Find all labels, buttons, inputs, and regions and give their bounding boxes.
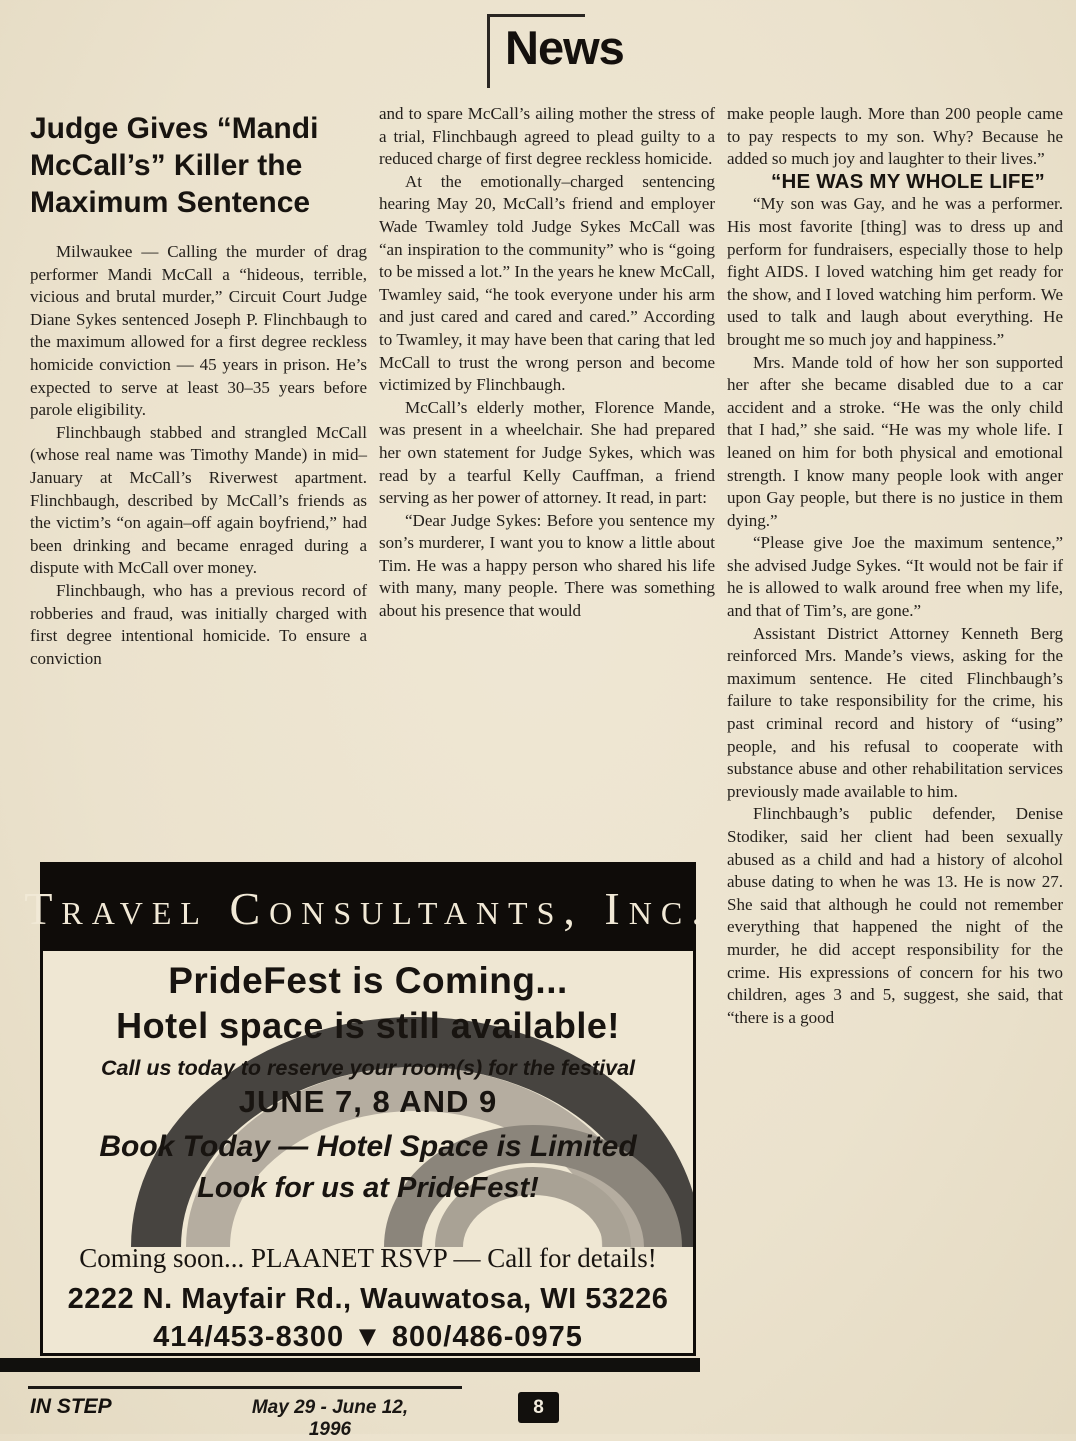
publication-name: IN STEP (30, 1395, 112, 1418)
ad-headline-hotel-space: Hotel space is still available! (116, 1005, 620, 1046)
article-paragraph: Flinchbaugh stabbed and strangled McCall (whose real name was Timothy Mande) in mid–January at McCall’s Riverwest apartment. Flinchbaugh, described by McCall’s friends as the victim’s “on again–off again boyfriend,” had been drinking and became enraged during a dispute with McCall over money. (30, 422, 367, 578)
headline-line-2: McCall’s” Killer the (30, 149, 303, 182)
ad-coming-soon-line: Coming soon... PLAANET RSVP — Call for details! (79, 1243, 657, 1273)
section-label: News (505, 21, 624, 74)
article-paragraph: “Please give Joe the maximum sentence,” she advised Judge Sykes. “It would not be fair if he is allowed to walk around free when my life, and that of Tim’s, are gone.” (727, 533, 1063, 621)
article-paragraph: and to spare McCall’s ailing mother the stress of a trial, Flinchbaugh agreed to plead guilty to a reduced charge of first degree reckless homicide. (379, 104, 715, 169)
news-bracket-vertical-rule (487, 14, 490, 88)
article-paragraph: “My son was Gay, and he was a performer. His most favorite [thing] was to dress up and perform for fundraisers, especially those to help fight AIDS. I loved watching him get ready for the show, and I loved watching him perform. We used to talk and laugh about everything. He brought me so much joy and happiness.” (727, 194, 1063, 349)
article-column-3 (727, 103, 1063, 1029)
ad-headline-pridefest: PrideFest is Coming... (168, 960, 568, 1001)
ad-company-name: Travel Consultants, Inc. (24, 882, 712, 934)
ad-phone-numbers: 414/453-8300 ▼ 800/486-0975 (153, 1321, 583, 1353)
article-paragraph: McCall’s elderly mother, Florence Mande, was present in a wheelchair. She had prepared her own statement for Judge Sykes, which was read by a tearful Kelly Cauffman, a friend serving as her power of attorney. It read, in part: (379, 397, 715, 508)
article-column-1 (30, 110, 367, 670)
article-paragraph: Flinchbaugh’s public defender, Denise Stodiker, said her client had been sexually abused as a child and had a history of alcohol abuse dating to when he was 13. He is now 27. She said that although he could not remember everything that happened the night of the murder, he did accept responsibility for the crime. His expressions of concern for his two children, ages 3 and 5, suggest, she said, that “there is a good (727, 804, 1063, 1027)
ad-bottom-black-bar (0, 1358, 700, 1372)
headline-line-3: Maximum Sentence (30, 186, 311, 219)
ad-body (43, 951, 693, 1353)
page-number: 8 (533, 1396, 544, 1418)
travel-consultants-ad (24, 862, 712, 1356)
ad-call-us-line: Call us today to reserve your room(s) for the festival (100, 1056, 636, 1080)
headline-line-1: Judge Gives “Mandi (30, 112, 319, 145)
ad-dates-line: JUNE 7, 8 AND 9 (238, 1084, 498, 1119)
article-paragraph: Assistant District Attorney Kenneth Berg reinforced Mrs. Mande’s views, asking for the maximum sentence. He cited Flinchbaugh’s failure to take responsibility for the crime, his past criminal record and history of “using” people, and his refusal to cooperate with substance abuse and other rehabilitation services previously made available to him. (727, 623, 1063, 801)
article-subhead: “HE WAS MY WHOLE LIFE” (771, 169, 1045, 193)
article-paragraph: At the emotionally–charged sentencing hearing May 20, McCall’s friend and employer Wade Twamley told Judge Sykes McCall was “an inspiration to the community” who is “going to be missed a lot.” In the years he knew McCall, Twamley said, “he took everyone under his arm and just cared and cared and cared.” According to Twamley, it may have been that caring that led McCall to trust the wrong person and become victimized by Flinchbaugh. (379, 171, 715, 395)
footer-rule (28, 1386, 462, 1389)
page-number-badge (518, 1392, 559, 1423)
ad-book-today-line: Book Today — Hotel Space is Limited (99, 1130, 637, 1163)
ad-look-for-us-line: Look for us at PrideFest! (197, 1172, 539, 1204)
ad-address: 2222 N. Mayfair Rd., Wauwatosa, WI 53226 (67, 1283, 669, 1315)
article-paragraph: Milwaukee — Calling the murder of drag performer Mandi McCall a “hideous, terrible, vicious and brutal murder,” Circuit Court Judge Diane Sykes sentenced Joseph P. Flinchbaugh to the maximum allowed for a first degree reckless homicide conviction — 45 years in prison. He’s expected to serve at least 30–35 years before parole eligibility. (30, 242, 367, 420)
article-paragraph: make people laugh. More than 200 people came to pay respects to my son. Why? Because he added so much joy and laughter to their lives.” (727, 104, 1063, 169)
issue-date: May 29 - June 12, 1996 (251, 1397, 409, 1440)
article-column-2 (379, 103, 715, 623)
article-paragraph: Mrs. Mande told of how her son supported her after she became disabled due to a car accident and a stroke. “He was the only child that I had,” she said. “He was my whole life. I leaned on him for both physical and emotional strength. I know many people look with anger upon Gay people, but there is no justice in them dying.” (727, 352, 1063, 530)
article-paragraph: Flinchbaugh, who has a previous record of robberies and fraud, was initially charged with first degree intentional homicide. To ensure a conviction (30, 580, 367, 668)
ad-company-banner (24, 865, 712, 951)
article-paragraph: “Dear Judge Sykes: Before you sentence my son’s murderer, I want you to know a little about Tim. He was a happy person who shared his life with many, many people. There was something about his presence that would (379, 510, 715, 621)
news-bracket-horizontal-rule (487, 14, 585, 17)
article-headline (30, 110, 367, 221)
